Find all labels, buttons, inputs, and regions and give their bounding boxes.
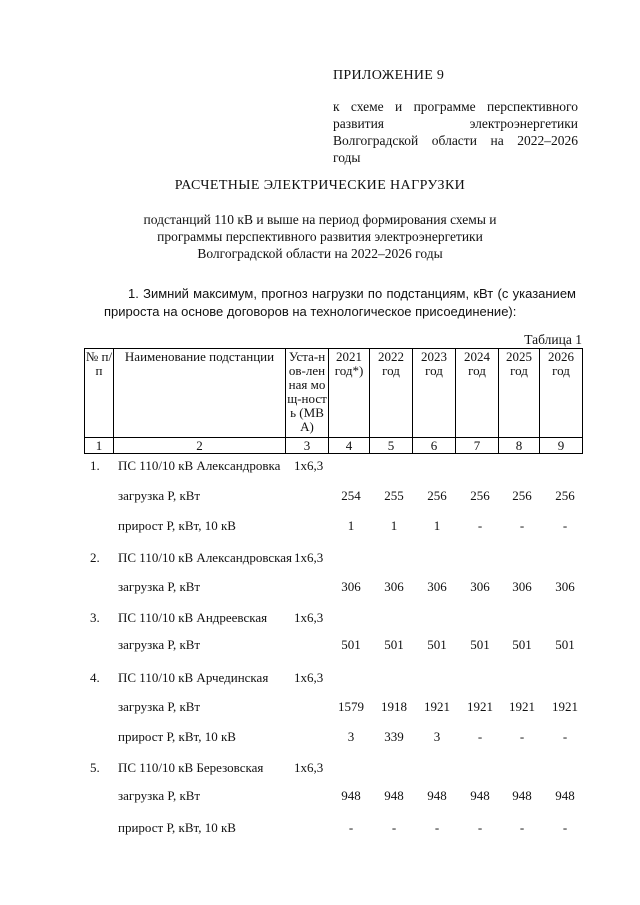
row-value-2024: 306 bbox=[470, 579, 490, 594]
table-header bbox=[84, 348, 583, 454]
column-number: 1 bbox=[85, 438, 114, 454]
table-row bbox=[84, 610, 584, 628]
row-capacity: 1х6,3 bbox=[294, 550, 324, 565]
header-name: Наименование подстанции bbox=[114, 349, 286, 438]
section-heading: 1. Зимний максимум, прогноз нагрузки по подстанциям, кВт (с указанием прироста на основе договоров на технологическое присоединение): bbox=[104, 286, 576, 319]
row-value-2026: 948 bbox=[555, 788, 575, 803]
row-value-2021: 306 bbox=[341, 579, 361, 594]
row-value-2025: - bbox=[519, 820, 525, 835]
row-value-2024: 256 bbox=[470, 488, 490, 503]
row-capacity: 1х6,3 bbox=[294, 760, 324, 775]
column-number: 7 bbox=[456, 438, 499, 454]
table-row bbox=[84, 670, 584, 688]
row-value-2022: 255 bbox=[384, 488, 404, 503]
row-name: загрузка Р, кВт bbox=[118, 637, 201, 652]
row-name: загрузка Р, кВт bbox=[118, 488, 201, 503]
column-number: 5 bbox=[370, 438, 413, 454]
row-value-2021: 501 bbox=[341, 637, 361, 652]
column-number: 9 bbox=[540, 438, 583, 454]
row-name: загрузка Р, кВт bbox=[118, 699, 201, 714]
row-value-2026: 306 bbox=[555, 579, 575, 594]
row-number: 1. bbox=[90, 458, 100, 473]
document-title: РАСЧЕТНЫЕ ЭЛЕКТРИЧЕСКИЕ НАГРУЗКИ bbox=[174, 178, 466, 193]
row-number: 2. bbox=[90, 550, 100, 565]
row-capacity: 1х6,3 bbox=[294, 458, 324, 473]
row-value-2022: 306 bbox=[384, 579, 404, 594]
row-value-2026: 501 bbox=[555, 637, 575, 652]
row-value-2022: 501 bbox=[384, 637, 404, 652]
table-row bbox=[84, 488, 584, 506]
row-value-2021: 254 bbox=[341, 488, 361, 503]
table-row bbox=[84, 550, 584, 568]
table-row bbox=[84, 729, 584, 747]
row-value-2023: 256 bbox=[427, 488, 447, 503]
column-number: 2 bbox=[114, 438, 286, 454]
row-name: прирост Р, кВт, 10 кВ bbox=[118, 820, 236, 835]
row-number: 4. bbox=[90, 670, 100, 685]
table-row bbox=[84, 637, 584, 655]
row-name: прирост Р, кВт, 10 кВ bbox=[118, 729, 236, 744]
row-value-2024: 501 bbox=[470, 637, 490, 652]
row-value-2021: 1 bbox=[347, 518, 355, 533]
row-value-2025: 306 bbox=[512, 579, 532, 594]
row-value-2024: - bbox=[477, 518, 483, 533]
header-year-2024: 2024 год bbox=[456, 349, 499, 438]
row-value-2024: - bbox=[477, 729, 483, 744]
table-row bbox=[84, 518, 584, 536]
row-value-2025: - bbox=[519, 518, 525, 533]
row-value-2024: 1921 bbox=[467, 699, 493, 714]
row-value-2026: - bbox=[562, 729, 568, 744]
table-row bbox=[84, 788, 584, 806]
table-row bbox=[84, 760, 584, 778]
row-value-2025: 948 bbox=[512, 788, 532, 803]
document-subtitle: подстанций 110 кВ и выше на период формирования схемы и программы перспективного развития электроэнергетики Волгоградской области на 2022–2026 годы bbox=[143, 212, 497, 261]
row-value-2026: 256 bbox=[555, 488, 575, 503]
row-number: 5. bbox=[90, 760, 100, 775]
row-name: ПС 110/10 кВ Андреевская bbox=[118, 610, 268, 625]
table-label: Таблица 1 bbox=[524, 332, 582, 347]
row-value-2023: 306 bbox=[427, 579, 447, 594]
table-row bbox=[84, 699, 584, 717]
row-value-2023: 3 bbox=[433, 729, 441, 744]
row-value-2026: - bbox=[562, 820, 568, 835]
row-number: 3. bbox=[90, 610, 100, 625]
row-value-2024: - bbox=[477, 820, 483, 835]
row-name: загрузка Р, кВт bbox=[118, 788, 201, 803]
row-name: ПС 110/10 кВ Арчединская bbox=[118, 670, 269, 685]
column-number: 3 bbox=[286, 438, 329, 454]
row-name: прирост Р, кВт, 10 кВ bbox=[118, 518, 236, 533]
row-value-2026: 1921 bbox=[552, 699, 578, 714]
row-value-2022: - bbox=[391, 820, 397, 835]
column-number: 8 bbox=[499, 438, 540, 454]
row-value-2022: 339 bbox=[384, 729, 404, 744]
header-year-2025: 2025 год bbox=[499, 349, 540, 438]
row-value-2021: - bbox=[348, 820, 354, 835]
column-number: 4 bbox=[329, 438, 370, 454]
row-value-2025: 501 bbox=[512, 637, 532, 652]
header-year-2023: 2023 год bbox=[413, 349, 456, 438]
row-name: ПС 110/10 кВ Александровка bbox=[118, 458, 281, 473]
row-value-2022: 948 bbox=[384, 788, 404, 803]
row-value-2022: 1918 bbox=[381, 699, 407, 714]
row-capacity: 1х6,3 bbox=[294, 670, 324, 685]
table-row bbox=[84, 820, 584, 838]
row-value-2021: 3 bbox=[347, 729, 355, 744]
row-name: загрузка Р, кВт bbox=[118, 579, 201, 594]
row-value-2023: 501 bbox=[427, 637, 447, 652]
row-value-2023: 1 bbox=[433, 518, 441, 533]
row-value-2025: 1921 bbox=[509, 699, 535, 714]
row-value-2023: 1921 bbox=[424, 699, 450, 714]
header-year-2026: 2026 год bbox=[540, 349, 583, 438]
row-capacity: 1х6,3 bbox=[294, 610, 324, 625]
row-name: ПС 110/10 кВ Александровская bbox=[118, 550, 293, 565]
row-value-2023: - bbox=[434, 820, 440, 835]
row-value-2026: - bbox=[562, 518, 568, 533]
appendix-title: ПРИЛОЖЕНИЕ 9 bbox=[333, 68, 445, 83]
row-value-2025: 256 bbox=[512, 488, 532, 503]
appendix-text: к схеме и программе перспективного развития электроэнергетики Волгоградской области на 2022–2026 годы bbox=[333, 99, 578, 165]
header-capacity: Уста-нов-ленная мощ-ность (МВА) bbox=[286, 349, 329, 438]
row-value-2024: 948 bbox=[470, 788, 490, 803]
row-value-2021: 1579 bbox=[338, 699, 364, 714]
row-name: ПС 110/10 кВ Березовская bbox=[118, 760, 264, 775]
header-year-2022: 2022 год bbox=[370, 349, 413, 438]
row-value-2021: 948 bbox=[341, 788, 361, 803]
table-row bbox=[84, 458, 584, 476]
column-number: 6 bbox=[413, 438, 456, 454]
row-value-2025: - bbox=[519, 729, 525, 744]
header-number: № п/п bbox=[85, 349, 114, 438]
row-value-2023: 948 bbox=[427, 788, 447, 803]
table-row bbox=[84, 579, 584, 597]
row-value-2022: 1 bbox=[390, 518, 398, 533]
header-year-2021: 2021 год*) bbox=[329, 349, 370, 438]
